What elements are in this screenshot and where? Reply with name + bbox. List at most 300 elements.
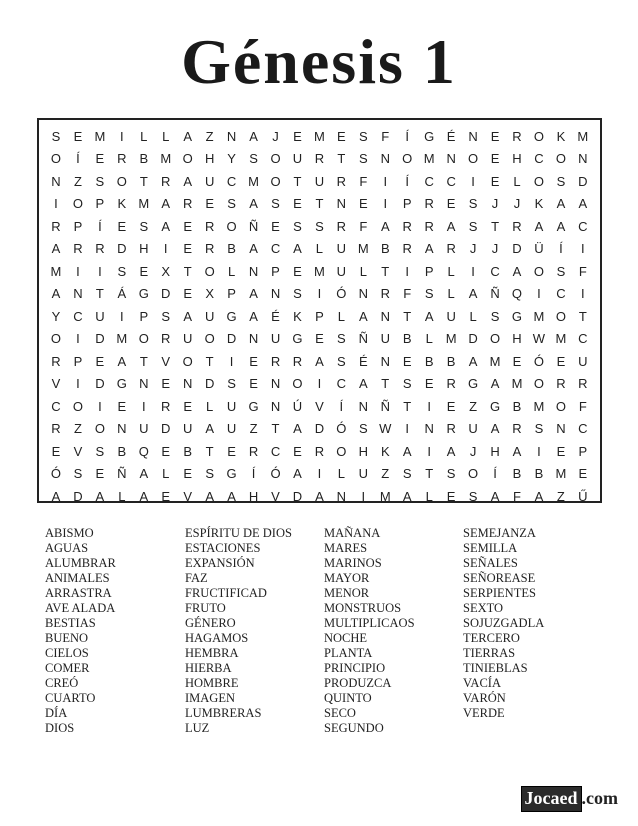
grid-letter[interactable]: N bbox=[248, 263, 259, 279]
grid-letter[interactable]: S bbox=[358, 151, 368, 167]
grid-letter[interactable]: T bbox=[403, 308, 412, 324]
grid-letter[interactable]: B bbox=[227, 241, 236, 257]
grid-letter[interactable]: H bbox=[490, 443, 500, 459]
grid-letter[interactable]: S bbox=[556, 173, 566, 189]
grid-letter[interactable]: U bbox=[446, 308, 456, 324]
grid-letter[interactable]: I bbox=[581, 241, 585, 257]
grid-letter[interactable]: I bbox=[427, 398, 431, 414]
grid-letter[interactable]: E bbox=[446, 398, 456, 414]
grid-letter[interactable]: I bbox=[537, 286, 541, 302]
grid-letter[interactable]: J bbox=[491, 196, 499, 212]
grid-letter[interactable]: S bbox=[424, 286, 434, 302]
grid-letter[interactable]: R bbox=[446, 421, 456, 437]
grid-letter[interactable]: N bbox=[139, 376, 149, 392]
grid-letter[interactable]: Ó bbox=[533, 353, 544, 369]
grid-letter[interactable]: S bbox=[227, 376, 236, 392]
grid-letter[interactable]: Í bbox=[405, 173, 410, 189]
grid-letter[interactable]: C bbox=[226, 173, 237, 189]
grid-letter[interactable]: A bbox=[161, 218, 171, 234]
grid-letter[interactable]: R bbox=[336, 173, 347, 189]
grid-letter[interactable]: E bbox=[512, 353, 522, 369]
grid-letter[interactable]: S bbox=[249, 151, 258, 167]
grid-letter[interactable]: A bbox=[358, 376, 368, 392]
grid-letter[interactable]: A bbox=[468, 286, 478, 302]
grid-letter[interactable]: N bbox=[270, 286, 281, 302]
grid-letter[interactable]: Z bbox=[381, 466, 390, 482]
grid-letter[interactable]: E bbox=[490, 151, 500, 167]
grid-letter[interactable]: Í bbox=[98, 218, 102, 234]
grid-letter[interactable]: T bbox=[403, 398, 412, 414]
grid-letter[interactable]: K bbox=[556, 128, 566, 144]
grid-letter[interactable]: D bbox=[95, 376, 105, 392]
grid-letter[interactable]: O bbox=[226, 218, 237, 234]
grid-letter[interactable]: O bbox=[533, 376, 544, 392]
grid-letter[interactable]: E bbox=[161, 376, 171, 392]
grid-letter[interactable]: E bbox=[249, 376, 258, 392]
grid-letter[interactable]: I bbox=[361, 488, 366, 504]
grid-letter[interactable]: N bbox=[380, 151, 390, 167]
grid-letter[interactable]: E bbox=[490, 173, 500, 189]
grid-letter[interactable]: E bbox=[293, 128, 302, 144]
grid-letter[interactable]: P bbox=[424, 263, 434, 279]
grid-letter[interactable]: O bbox=[182, 353, 193, 369]
grid-letter[interactable]: E bbox=[358, 196, 368, 212]
grid-letter[interactable]: G bbox=[226, 466, 237, 482]
grid-letter[interactable]: M bbox=[577, 128, 589, 144]
grid-letter[interactable]: H bbox=[248, 488, 259, 504]
grid-letter[interactable]: M bbox=[50, 263, 62, 279]
grid-letter[interactable]: E bbox=[337, 128, 346, 144]
grid-letter[interactable]: E bbox=[556, 353, 566, 369]
grid-letter[interactable]: D bbox=[512, 241, 522, 257]
grid-letter[interactable]: V bbox=[73, 443, 83, 459]
grid-letter[interactable]: W bbox=[379, 421, 392, 437]
grid-letter[interactable]: G bbox=[424, 128, 435, 144]
grid-letter[interactable]: Í bbox=[493, 466, 497, 482]
grid-letter[interactable]: U bbox=[578, 353, 588, 369]
grid-letter[interactable]: E bbox=[446, 196, 456, 212]
grid-letter[interactable]: U bbox=[270, 331, 281, 347]
grid-letter[interactable]: E bbox=[95, 353, 105, 369]
grid-letter[interactable]: Í bbox=[339, 398, 344, 414]
grid-letter[interactable]: R bbox=[512, 218, 522, 234]
grid-letter[interactable]: O bbox=[468, 466, 479, 482]
grid-letter[interactable]: B bbox=[183, 443, 193, 459]
grid-letter[interactable]: B bbox=[446, 353, 456, 369]
grid-letter[interactable]: Ñ bbox=[358, 331, 369, 347]
grid-letter[interactable]: C bbox=[270, 241, 281, 257]
grid-letter[interactable]: Ű bbox=[578, 488, 588, 504]
grid-letter[interactable]: A bbox=[183, 308, 193, 324]
grid-letter[interactable]: L bbox=[227, 263, 236, 279]
grid-letter[interactable]: I bbox=[76, 263, 80, 279]
grid-letter[interactable]: C bbox=[51, 398, 61, 414]
grid-letter[interactable]: I bbox=[98, 263, 102, 279]
grid-letter[interactable]: S bbox=[490, 308, 500, 324]
grid-letter[interactable]: A bbox=[249, 241, 258, 257]
grid-letter[interactable]: I bbox=[76, 376, 80, 392]
grid-letter[interactable]: D bbox=[468, 331, 478, 347]
grid-letter[interactable]: K bbox=[380, 443, 390, 459]
grid-letter[interactable]: E bbox=[293, 443, 302, 459]
grid-letter[interactable]: R bbox=[314, 151, 325, 167]
grid-letter[interactable]: N bbox=[380, 353, 390, 369]
grid-letter[interactable]: E bbox=[183, 466, 193, 482]
grid-letter[interactable]: Z bbox=[469, 398, 478, 414]
grid-letter[interactable]: I bbox=[383, 196, 388, 212]
grid-letter[interactable]: C bbox=[424, 173, 434, 189]
grid-letter[interactable]: I bbox=[317, 466, 322, 482]
grid-letter[interactable]: O bbox=[270, 173, 281, 189]
grid-letter[interactable]: S bbox=[51, 128, 61, 144]
grid-letter[interactable]: Í bbox=[76, 151, 80, 167]
grid-letter[interactable]: É bbox=[271, 308, 280, 324]
grid-letter[interactable]: A bbox=[293, 421, 302, 437]
grid-letter[interactable]: A bbox=[51, 488, 61, 504]
grid-letter[interactable]: F bbox=[578, 398, 587, 414]
grid-letter[interactable]: N bbox=[270, 376, 281, 392]
grid-letter[interactable]: I bbox=[427, 443, 431, 459]
grid-letter[interactable]: A bbox=[293, 241, 302, 257]
grid-letter[interactable]: I bbox=[405, 421, 410, 437]
grid-letter[interactable]: É bbox=[446, 128, 456, 144]
grid-letter[interactable]: C bbox=[556, 286, 566, 302]
grid-letter[interactable]: I bbox=[163, 241, 168, 257]
grid-letter[interactable]: S bbox=[468, 218, 478, 234]
grid-letter[interactable]: Ó bbox=[336, 421, 347, 437]
grid-letter[interactable]: R bbox=[446, 241, 456, 257]
grid-letter[interactable]: M bbox=[94, 128, 106, 144]
grid-letter[interactable]: R bbox=[402, 241, 412, 257]
grid-letter[interactable]: G bbox=[226, 308, 237, 324]
grid-letter[interactable]: N bbox=[51, 173, 61, 189]
grid-letter[interactable]: T bbox=[183, 263, 192, 279]
grid-letter[interactable]: A bbox=[358, 308, 368, 324]
grid-letter[interactable]: B bbox=[380, 241, 390, 257]
grid-letter[interactable]: S bbox=[271, 196, 280, 212]
grid-letter[interactable]: E bbox=[446, 488, 456, 504]
grid-letter[interactable]: G bbox=[116, 376, 127, 392]
grid-letter[interactable]: E bbox=[556, 443, 566, 459]
grid-letter[interactable]: F bbox=[359, 218, 368, 234]
grid-letter[interactable]: A bbox=[446, 443, 456, 459]
grid-letter[interactable]: A bbox=[512, 443, 522, 459]
grid-letter[interactable]: Z bbox=[73, 173, 82, 189]
grid-letter[interactable]: L bbox=[337, 308, 345, 324]
grid-letter[interactable]: S bbox=[446, 466, 456, 482]
grid-letter[interactable]: M bbox=[533, 398, 545, 414]
grid-letter[interactable]: A bbox=[51, 241, 61, 257]
grid-letter[interactable]: F bbox=[381, 128, 390, 144]
grid-letter[interactable]: R bbox=[183, 196, 193, 212]
grid-letter[interactable]: E bbox=[117, 218, 127, 234]
grid-letter[interactable]: A bbox=[95, 488, 105, 504]
grid-letter[interactable]: N bbox=[226, 128, 237, 144]
grid-letter[interactable]: T bbox=[425, 466, 434, 482]
grid-letter[interactable]: E bbox=[117, 398, 127, 414]
grid-letter[interactable]: I bbox=[120, 308, 124, 324]
grid-letter[interactable]: G bbox=[489, 398, 501, 414]
grid-letter[interactable]: O bbox=[72, 398, 83, 414]
grid-letter[interactable]: É bbox=[358, 353, 368, 369]
grid-letter[interactable]: A bbox=[183, 173, 193, 189]
grid-letter[interactable]: D bbox=[161, 421, 171, 437]
grid-letter[interactable]: U bbox=[183, 421, 193, 437]
grid-letter[interactable]: T bbox=[293, 173, 302, 189]
grid-letter[interactable]: U bbox=[95, 308, 105, 324]
grid-letter[interactable]: Z bbox=[73, 421, 82, 437]
grid-letter[interactable]: A bbox=[315, 488, 324, 504]
grid-letter[interactable]: V bbox=[315, 398, 324, 414]
grid-letter[interactable]: B bbox=[512, 466, 522, 482]
grid-letter[interactable]: E bbox=[161, 443, 171, 459]
grid-letter[interactable]: E bbox=[227, 443, 236, 459]
grid-letter[interactable]: D bbox=[117, 241, 127, 257]
grid-letter[interactable]: E bbox=[95, 151, 105, 167]
brand-logo[interactable] bbox=[521, 786, 618, 812]
grid-letter[interactable]: N bbox=[468, 128, 478, 144]
grid-letter[interactable]: L bbox=[337, 466, 345, 482]
grid-letter[interactable]: U bbox=[336, 241, 347, 257]
grid-letter[interactable]: U bbox=[336, 263, 347, 279]
grid-letter[interactable]: I bbox=[98, 398, 102, 414]
grid-letter[interactable]: O bbox=[489, 331, 501, 347]
grid-letter[interactable]: Z bbox=[249, 421, 258, 437]
grid-letter[interactable]: O bbox=[50, 331, 62, 347]
grid-letter[interactable]: M bbox=[555, 466, 567, 482]
grid-letter[interactable]: P bbox=[578, 443, 588, 459]
grid-letter[interactable]: N bbox=[578, 151, 588, 167]
grid-letter[interactable]: K bbox=[117, 196, 127, 212]
grid-letter[interactable]: Ñ bbox=[490, 286, 500, 302]
grid-letter[interactable]: O bbox=[555, 151, 566, 167]
grid-letter[interactable]: T bbox=[381, 263, 390, 279]
grid-letter[interactable]: Y bbox=[227, 151, 236, 167]
grid-letter[interactable]: S bbox=[227, 196, 236, 212]
grid-letter[interactable]: E bbox=[139, 263, 149, 279]
grid-letter[interactable]: G bbox=[468, 376, 479, 392]
grid-letter[interactable]: N bbox=[380, 308, 390, 324]
grid-letter[interactable]: H bbox=[512, 151, 522, 167]
grid-letter[interactable]: T bbox=[205, 443, 214, 459]
grid-letter[interactable]: O bbox=[50, 151, 62, 167]
grid-letter[interactable]: O bbox=[402, 151, 413, 167]
grid-letter[interactable]: N bbox=[336, 196, 347, 212]
grid-letter[interactable]: A bbox=[468, 353, 478, 369]
grid-letter[interactable]: E bbox=[161, 488, 171, 504]
grid-letter[interactable]: R bbox=[161, 173, 171, 189]
grid-letter[interactable]: A bbox=[249, 308, 258, 324]
grid-letter[interactable]: E bbox=[490, 128, 500, 144]
grid-letter[interactable]: L bbox=[425, 488, 433, 504]
grid-letter[interactable]: S bbox=[293, 286, 302, 302]
grid-letter[interactable]: L bbox=[118, 488, 126, 504]
grid-letter[interactable]: L bbox=[162, 128, 170, 144]
grid-letter[interactable]: R bbox=[51, 353, 61, 369]
grid-letter[interactable]: M bbox=[489, 353, 501, 369]
grid-letter[interactable]: A bbox=[556, 196, 566, 212]
grid-letter[interactable]: R bbox=[380, 286, 390, 302]
grid-letter[interactable]: S bbox=[337, 353, 346, 369]
grid-letter[interactable]: Q bbox=[511, 286, 523, 302]
grid-letter[interactable]: A bbox=[117, 353, 127, 369]
grid-letter[interactable]: X bbox=[205, 286, 214, 302]
grid-letter[interactable]: Ñ bbox=[117, 466, 127, 482]
grid-letter[interactable]: S bbox=[402, 466, 412, 482]
grid-letter[interactable]: E bbox=[293, 196, 302, 212]
grid-letter[interactable]: M bbox=[533, 308, 545, 324]
grid-letter[interactable]: T bbox=[381, 376, 390, 392]
grid-letter[interactable]: E bbox=[183, 218, 193, 234]
grid-letter[interactable]: R bbox=[446, 376, 456, 392]
grid-letter[interactable]: R bbox=[73, 241, 83, 257]
grid-letter[interactable]: U bbox=[226, 398, 237, 414]
grid-letter[interactable]: B bbox=[117, 443, 127, 459]
grid-letter[interactable]: V bbox=[271, 488, 280, 504]
grid-letter[interactable]: U bbox=[204, 308, 215, 324]
grid-letter[interactable]: A bbox=[293, 466, 302, 482]
grid-letter[interactable]: N bbox=[248, 331, 259, 347]
grid-letter[interactable]: I bbox=[141, 398, 146, 414]
grid-letter[interactable]: Y bbox=[51, 308, 61, 324]
grid-letter[interactable]: I bbox=[317, 286, 322, 302]
grid-letter[interactable]: Ó bbox=[50, 466, 62, 482]
grid-letter[interactable]: T bbox=[205, 353, 214, 369]
grid-letter[interactable]: A bbox=[578, 196, 588, 212]
grid-letter[interactable]: T bbox=[315, 196, 324, 212]
grid-letter[interactable]: Í bbox=[405, 128, 410, 144]
grid-letter[interactable]: C bbox=[270, 443, 281, 459]
grid-letter[interactable]: L bbox=[447, 263, 455, 279]
grid-letter[interactable]: C bbox=[446, 173, 456, 189]
grid-letter[interactable]: O bbox=[72, 196, 83, 212]
grid-letter[interactable]: R bbox=[248, 443, 259, 459]
grid-letter[interactable]: A bbox=[402, 443, 412, 459]
grid-letter[interactable]: N bbox=[446, 151, 456, 167]
grid-letter[interactable]: D bbox=[578, 173, 588, 189]
grid-letter[interactable]: I bbox=[383, 173, 388, 189]
grid-letter[interactable]: U bbox=[139, 421, 149, 437]
grid-letter[interactable]: N bbox=[424, 421, 434, 437]
grid-letter[interactable]: E bbox=[424, 376, 434, 392]
grid-letter[interactable]: F bbox=[359, 173, 368, 189]
grid-letter[interactable]: P bbox=[73, 218, 83, 234]
grid-letter[interactable]: O bbox=[116, 173, 127, 189]
grid-letter[interactable]: C bbox=[534, 151, 544, 167]
grid-letter[interactable]: M bbox=[160, 151, 172, 167]
grid-letter[interactable]: V bbox=[51, 376, 61, 392]
grid-letter[interactable]: C bbox=[578, 218, 588, 234]
grid-letter[interactable]: U bbox=[314, 173, 325, 189]
grid-letter[interactable]: L bbox=[447, 286, 455, 302]
grid-letter[interactable]: U bbox=[358, 466, 369, 482]
grid-letter[interactable]: E bbox=[578, 466, 588, 482]
grid-letter[interactable]: S bbox=[534, 421, 544, 437]
grid-letter[interactable]: B bbox=[534, 466, 544, 482]
grid-letter[interactable]: E bbox=[183, 398, 193, 414]
grid-letter[interactable]: I bbox=[120, 128, 124, 144]
grid-letter[interactable]: O bbox=[468, 151, 479, 167]
grid-letter[interactable]: O bbox=[533, 128, 544, 144]
grid-letter[interactable]: S bbox=[468, 196, 478, 212]
grid-letter[interactable]: O bbox=[533, 173, 544, 189]
grid-letter[interactable]: I bbox=[581, 286, 585, 302]
grid-letter[interactable]: S bbox=[337, 331, 346, 347]
grid-letter[interactable]: Ú bbox=[292, 398, 303, 414]
grid-letter[interactable]: J bbox=[469, 241, 477, 257]
grid-letter[interactable]: K bbox=[293, 308, 302, 324]
grid-letter[interactable]: X bbox=[161, 263, 171, 279]
grid-letter[interactable]: E bbox=[183, 241, 193, 257]
grid-letter[interactable]: N bbox=[336, 488, 347, 504]
grid-letter[interactable]: U bbox=[380, 331, 390, 347]
grid-letter[interactable]: L bbox=[315, 241, 324, 257]
grid-letter[interactable]: S bbox=[73, 466, 83, 482]
grid-letter[interactable]: R bbox=[424, 218, 434, 234]
grid-letter[interactable]: F bbox=[403, 286, 412, 302]
grid-letter[interactable]: N bbox=[183, 376, 193, 392]
grid-letter[interactable]: E bbox=[293, 263, 302, 279]
grid-letter[interactable]: H bbox=[358, 443, 369, 459]
grid-letter[interactable]: S bbox=[358, 421, 368, 437]
grid-letter[interactable]: I bbox=[471, 173, 475, 189]
grid-letter[interactable]: G bbox=[138, 286, 149, 302]
grid-letter[interactable]: A bbox=[402, 488, 412, 504]
grid-letter[interactable]: T bbox=[491, 218, 500, 234]
grid-letter[interactable]: I bbox=[229, 353, 234, 369]
grid-letter[interactable]: G bbox=[511, 308, 523, 324]
grid-letter[interactable]: T bbox=[139, 173, 148, 189]
grid-letter[interactable]: A bbox=[315, 353, 324, 369]
grid-letter[interactable]: J bbox=[469, 443, 477, 459]
grid-letter[interactable]: R bbox=[204, 241, 215, 257]
grid-letter[interactable]: P bbox=[315, 308, 324, 324]
grid-letter[interactable]: H bbox=[139, 241, 149, 257]
grid-letter[interactable]: O bbox=[336, 443, 347, 459]
grid-letter[interactable]: E bbox=[73, 128, 83, 144]
grid-letter[interactable]: R bbox=[314, 443, 325, 459]
grid-letter[interactable]: R bbox=[292, 353, 303, 369]
grid-letter[interactable]: I bbox=[54, 196, 58, 212]
grid-letter[interactable]: S bbox=[139, 218, 149, 234]
grid-letter[interactable]: M bbox=[445, 331, 457, 347]
grid-letter[interactable]: R bbox=[336, 218, 347, 234]
grid-letter[interactable]: M bbox=[138, 196, 150, 212]
grid-letter[interactable]: U bbox=[204, 173, 215, 189]
grid-letter[interactable]: R bbox=[51, 421, 61, 437]
grid-letter[interactable]: R bbox=[95, 241, 105, 257]
grid-letter[interactable]: I bbox=[537, 443, 541, 459]
grid-letter[interactable]: R bbox=[51, 218, 61, 234]
grid-letter[interactable]: Z bbox=[556, 488, 565, 504]
grid-letter[interactable]: A bbox=[139, 466, 149, 482]
grid-letter[interactable]: A bbox=[424, 308, 434, 324]
grid-letter[interactable]: O bbox=[138, 331, 149, 347]
grid-letter[interactable]: A bbox=[490, 376, 500, 392]
grid-letter[interactable]: C bbox=[73, 308, 83, 324]
grid-letter[interactable]: Ó bbox=[336, 286, 347, 302]
grid-letter[interactable]: M bbox=[511, 376, 523, 392]
grid-letter[interactable]: L bbox=[359, 263, 367, 279]
grid-letter[interactable]: U bbox=[292, 151, 303, 167]
grid-letter[interactable]: A bbox=[205, 488, 214, 504]
grid-letter[interactable]: R bbox=[402, 218, 412, 234]
grid-letter[interactable]: N bbox=[270, 398, 281, 414]
grid-letter[interactable]: R bbox=[117, 151, 127, 167]
grid-letter[interactable]: O bbox=[533, 263, 544, 279]
grid-letter[interactable]: U bbox=[468, 421, 478, 437]
grid-letter[interactable]: R bbox=[512, 421, 522, 437]
